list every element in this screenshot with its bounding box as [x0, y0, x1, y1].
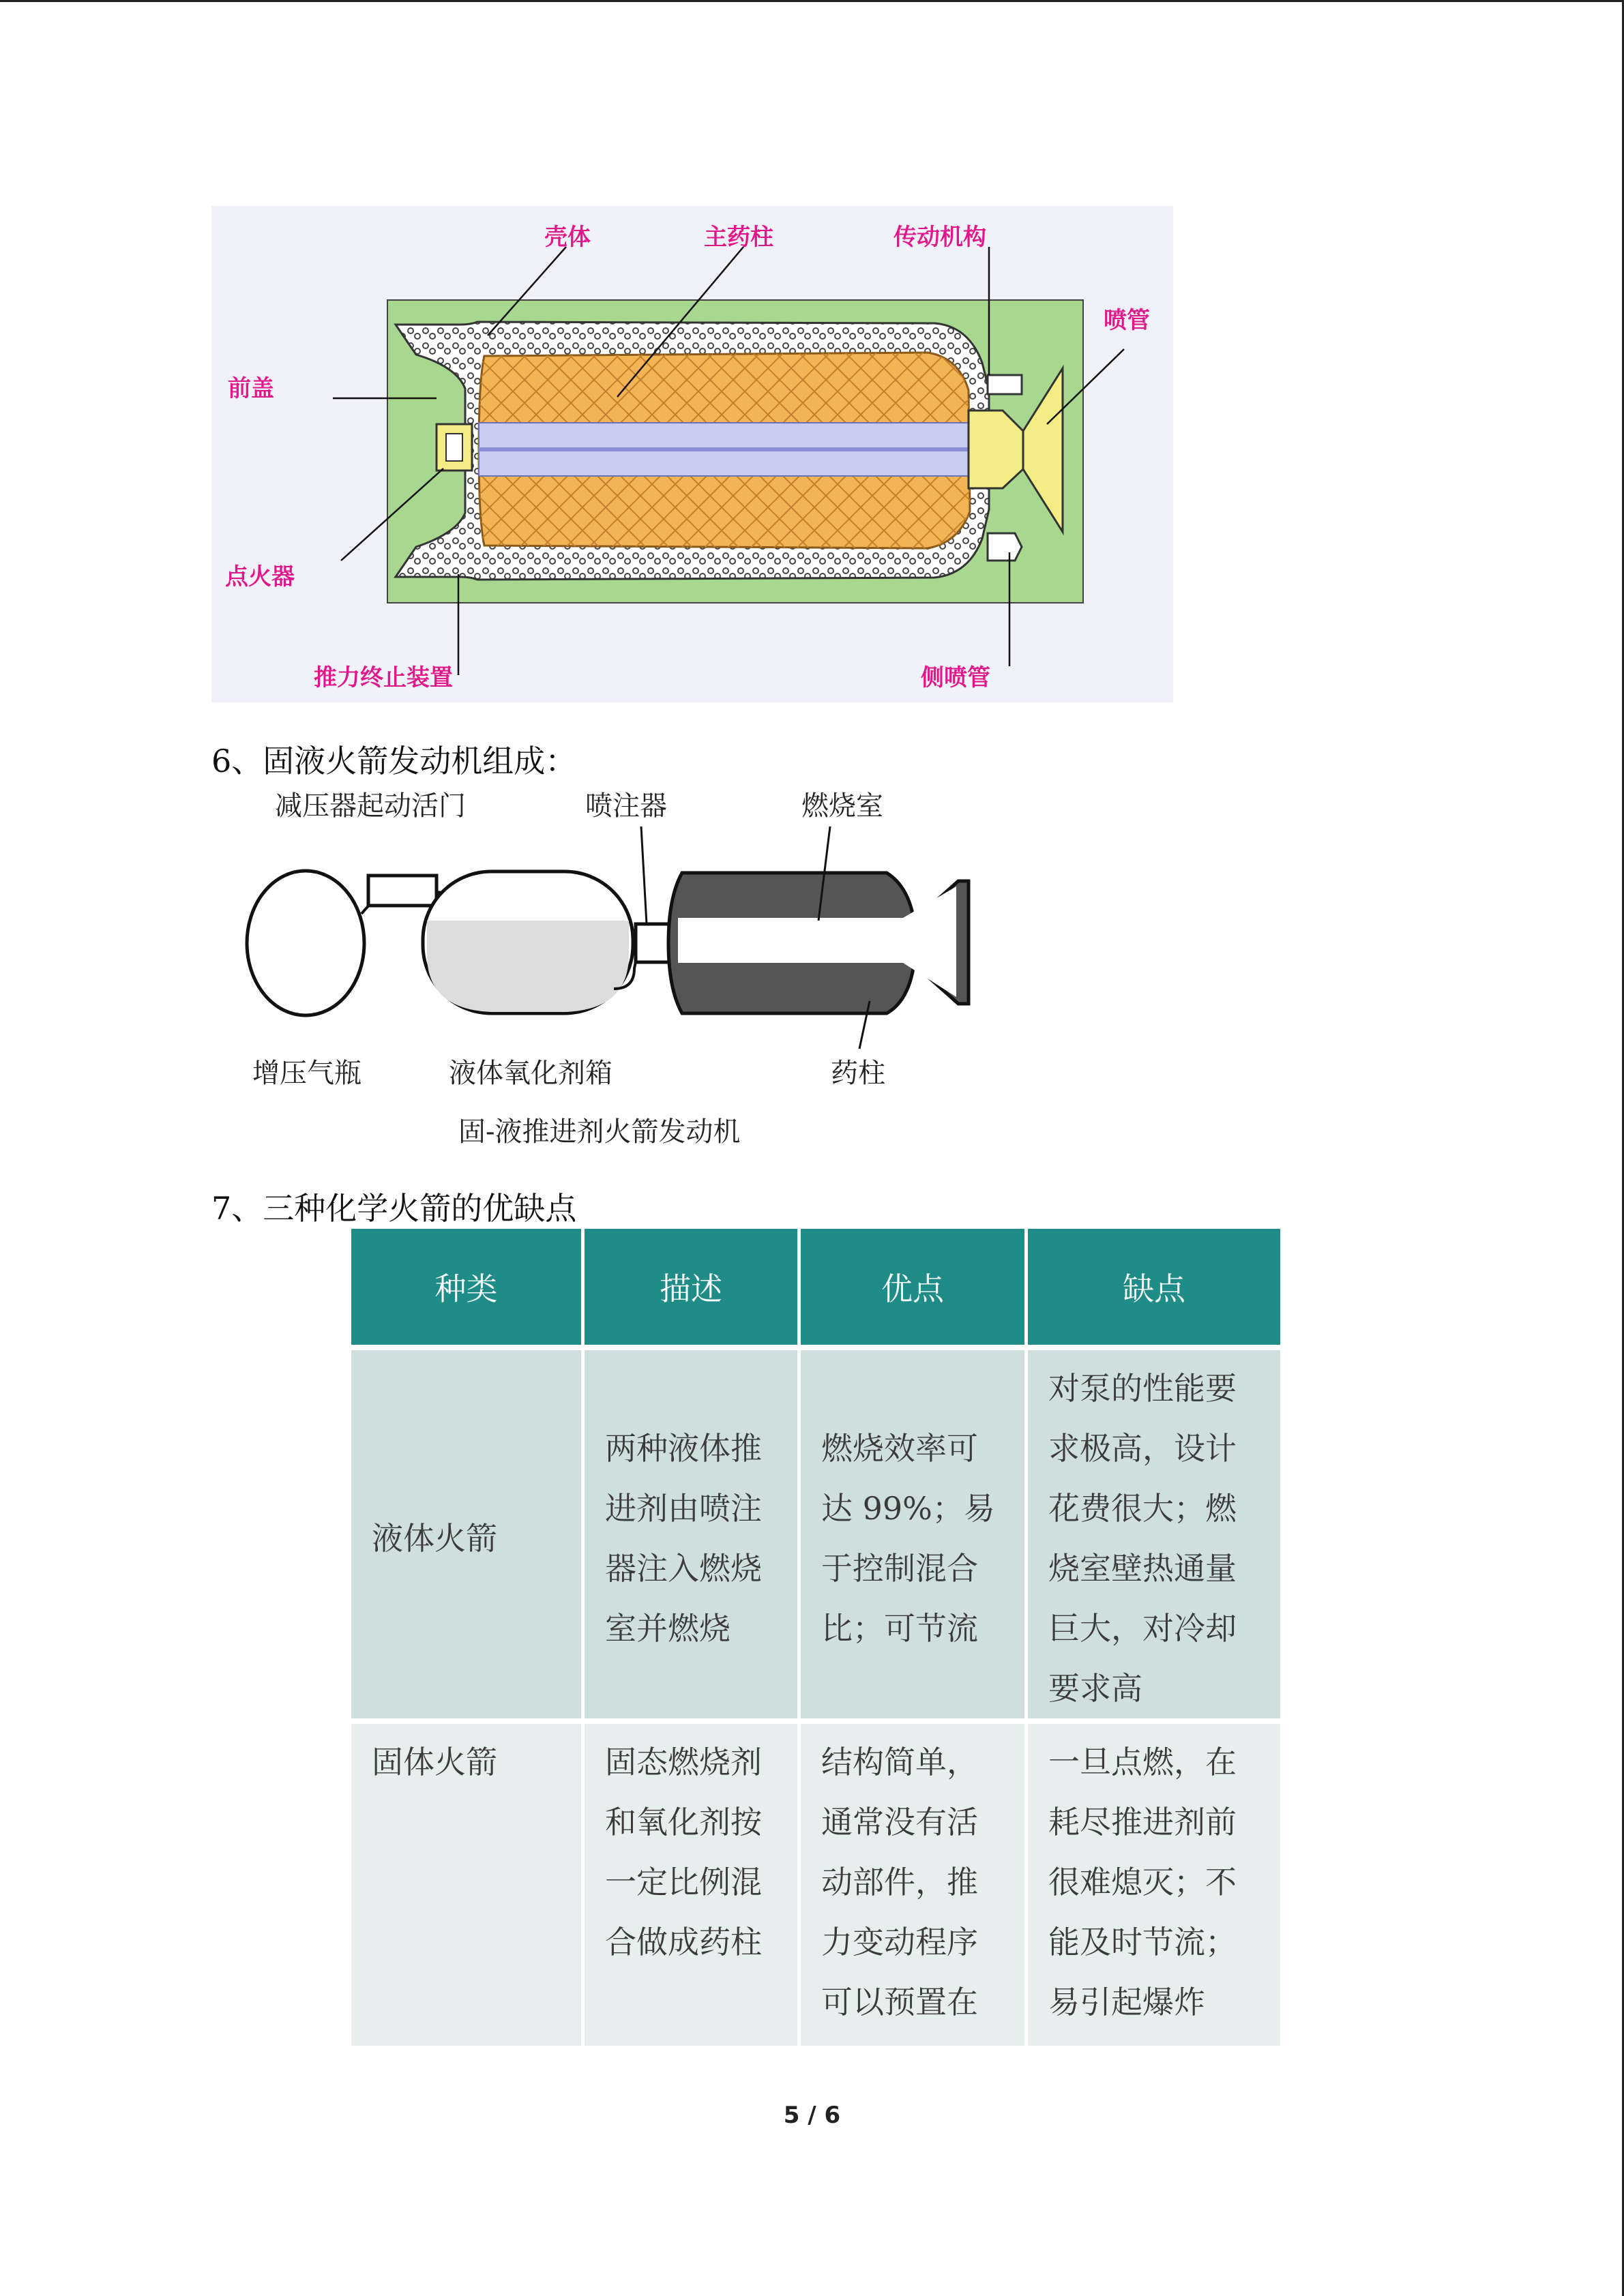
header-disadvantages: 缺点	[1028, 1229, 1280, 1350]
header-description: 描述	[585, 1229, 797, 1350]
section-7-heading: 7、三种化学火箭的优缺点	[211, 1190, 577, 1227]
cell-description: 固态燃烧剂和氧化剂按一定比例混合做成药柱	[585, 1724, 797, 2046]
hybrid-rocket-diagram	[232, 784, 996, 1152]
port-channel	[678, 918, 903, 963]
cell-disadvantages: 对泵的性能要求极高，设计花费很大；燃烧室壁热通量巨大，对冷却要求高	[1028, 1350, 1280, 1724]
table-row	[351, 1350, 1280, 1724]
cell-advantages: 燃烧效率可达 99%；易于控制混合比；可节流	[801, 1350, 1024, 1724]
solid-rocket-diagram	[211, 206, 1173, 702]
solid-rocket-drawing	[211, 206, 1173, 702]
cell-disadvantages: 一旦点燃，在耗尽推进剂前很难熄灭；不能及时节流；易引起爆炸	[1028, 1724, 1280, 2046]
label-nozzle: 喷管	[1104, 307, 1150, 334]
valve-box	[368, 876, 437, 906]
label-actuator: 传动机构	[894, 224, 986, 251]
hybrid-rocket-drawing	[232, 784, 996, 1152]
section-6-heading: 6、固液火箭发动机组成：	[211, 743, 577, 779]
cell-advantages: 结构简单，通常没有活动部件，推力变动程序可以预置在	[801, 1724, 1024, 2046]
table-header-row	[351, 1229, 1280, 1350]
label-valve: 减压器起动活门	[275, 790, 466, 822]
label-side-nozzle: 侧喷管	[921, 664, 990, 691]
diagram-caption: 固-液推进剂火箭发动机	[458, 1116, 741, 1148]
side-nozzle-shape	[988, 533, 1022, 561]
label-front-cover: 前盖	[228, 375, 274, 402]
header-type: 种类	[351, 1229, 581, 1350]
table-row	[351, 1724, 1280, 2046]
nozzle-throat	[969, 411, 1023, 488]
label-igniter: 点火器	[225, 563, 295, 591]
cell-type: 液体火箭	[351, 1350, 581, 1724]
cell-description: 两种液体推进剂由喷注器注入燃烧室并燃烧	[585, 1350, 797, 1724]
page-number: 5 / 6	[783, 2102, 841, 2129]
label-main-grain: 主药柱	[704, 224, 773, 251]
top-border	[0, 0, 1624, 2]
label-grain: 药柱	[831, 1058, 885, 1089]
label-chamber: 燃烧室	[801, 790, 883, 822]
rocket-comparison-table	[348, 1229, 1284, 2046]
actuator-box	[988, 375, 1022, 394]
label-shell: 壳体	[544, 224, 591, 251]
pressure-bottle-shape	[247, 871, 364, 1015]
header-advantages: 优点	[801, 1229, 1024, 1350]
label-oxidizer-tank: 液体氧化剂箱	[449, 1058, 612, 1089]
label-pressure-bottle: 增压气瓶	[252, 1058, 361, 1089]
cell-type: 固体火箭	[351, 1724, 581, 2046]
label-injector: 喷注器	[585, 790, 667, 822]
label-thrust-termination: 推力终止装置	[314, 664, 453, 691]
